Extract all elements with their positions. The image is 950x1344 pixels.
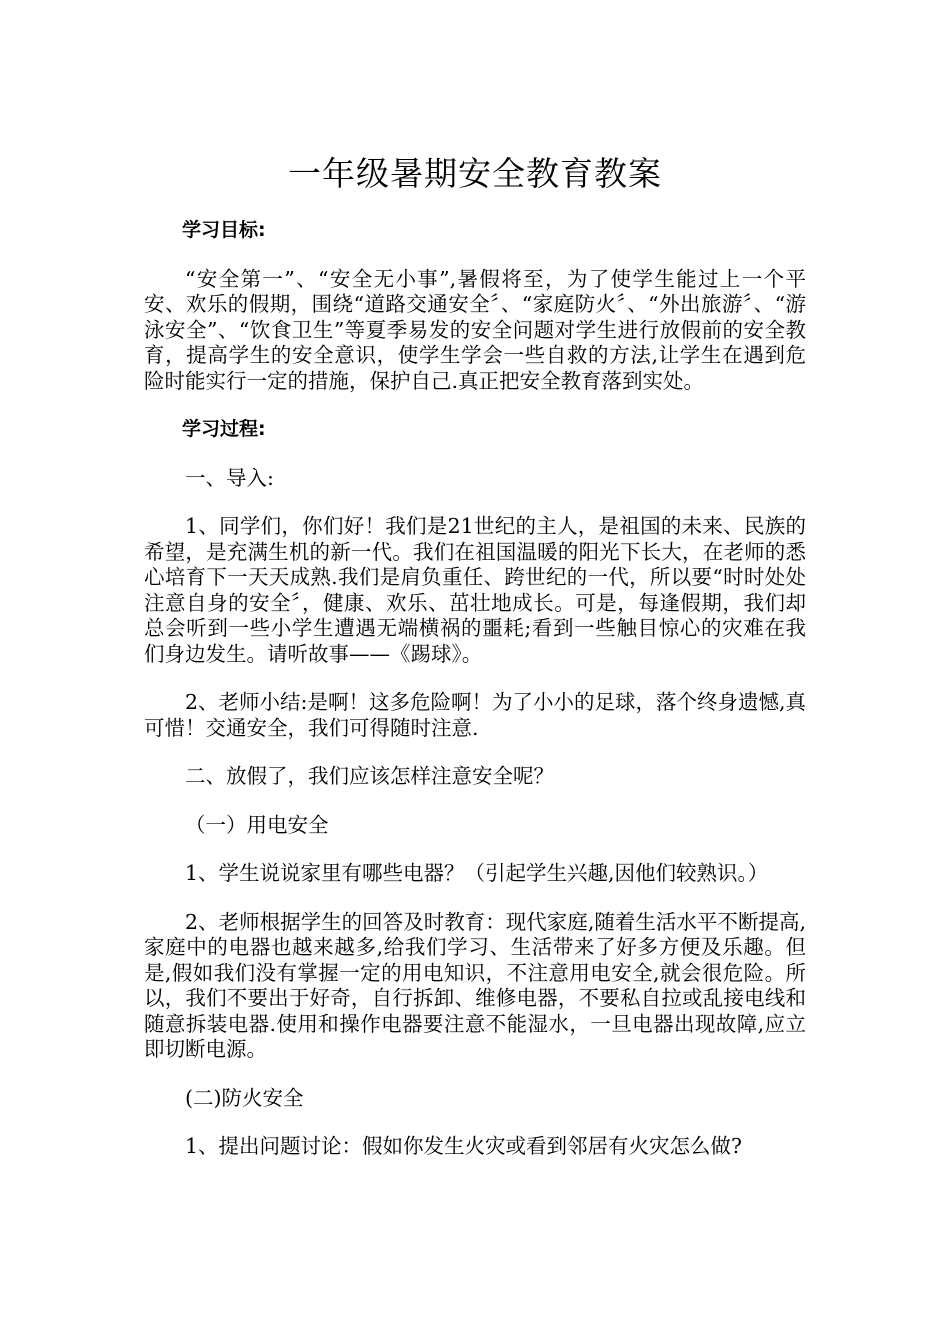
paragraph-fire-safety-heading: (二)防火安全 [185, 1085, 304, 1110]
document-body [144, 218, 806, 1183]
paragraph-fire-safety-1: 1、提出问题讨论：假如你发生火灾或看到邻居有火灾怎么做? [185, 1134, 743, 1158]
paragraph-electric-safety-1: 1、学生说说家里有哪些电器？（引起学生兴趣,因他们较熟识。） [185, 861, 769, 885]
paragraph-electric-safety-2: 2、老师根据学生的回答及时教育：现代家庭,随着生活水平不断提高,家庭中的电器也越来越多,给我们学习、生活带来了好多方便及乐趣。但是,假如我们没有掌握一定的用电知识，不注意用电安全,就会很危险。所以，我们不要出于好奇，自行拆卸、维修电器，不要私自拉或乱接电线和随意拆装电器.使用和操作电器要注意不能湿水，一旦电器出现故障,应立即切断电源。 [144, 909, 806, 1061]
paragraph-objectives: “安全第一”、“安全无小事”,暑假将至，为了使学生能过上一个平安、欢乐的假期，围绕“道路交通安全〞、“家庭防火〞、“外出旅游〞、“游泳安全”、“饮食卫生”等夏季易发的安全问题对学生进行放假前的安全教育，提高学生的安全意识，使学生学会一些自救的方法,让学生在遇到危险时能实行一定的措施，保护自己.真正把安全教育落到实处。 [144, 266, 806, 393]
section-heading-process: 学习过程: [182, 418, 266, 440]
paragraph-intro-1: 1、同学们，你们好！我们是21世纪的主人，是祖国的未来、民族的希望，是充满生机的新一代。我们在祖国温暖的阳光下长大，在老师的悉心培育下一天天成熟.我们是肩负重任、跨世纪的一代，所以要“时时处处注意自身的安全〞，健康、欢乐、茁壮地成长。可是，每逢假期，我们却总会听到一些小学生遭遇无端横祸的噩耗;看到一些触目惊心的灾难在我们身边发生。请听故事——《踢球》。 [144, 514, 806, 666]
document-title: 一年级暑期安全教育教案 [288, 154, 662, 193]
paragraph-electric-safety-heading: （一）用电安全 [185, 812, 329, 837]
paragraph-part-two-heading: 二、放假了，我们应该怎样注意安全呢？ [185, 764, 554, 788]
paragraph-intro-heading: 一、导入: [185, 465, 274, 490]
section-heading-objectives: 学习目标: [182, 219, 266, 241]
paragraph-intro-2: 2、老师小结:是啊！这多危险啊！为了小小的足球，落个终身遗憾,真可惜！交通安全，我们可得随时注意. [144, 690, 806, 740]
